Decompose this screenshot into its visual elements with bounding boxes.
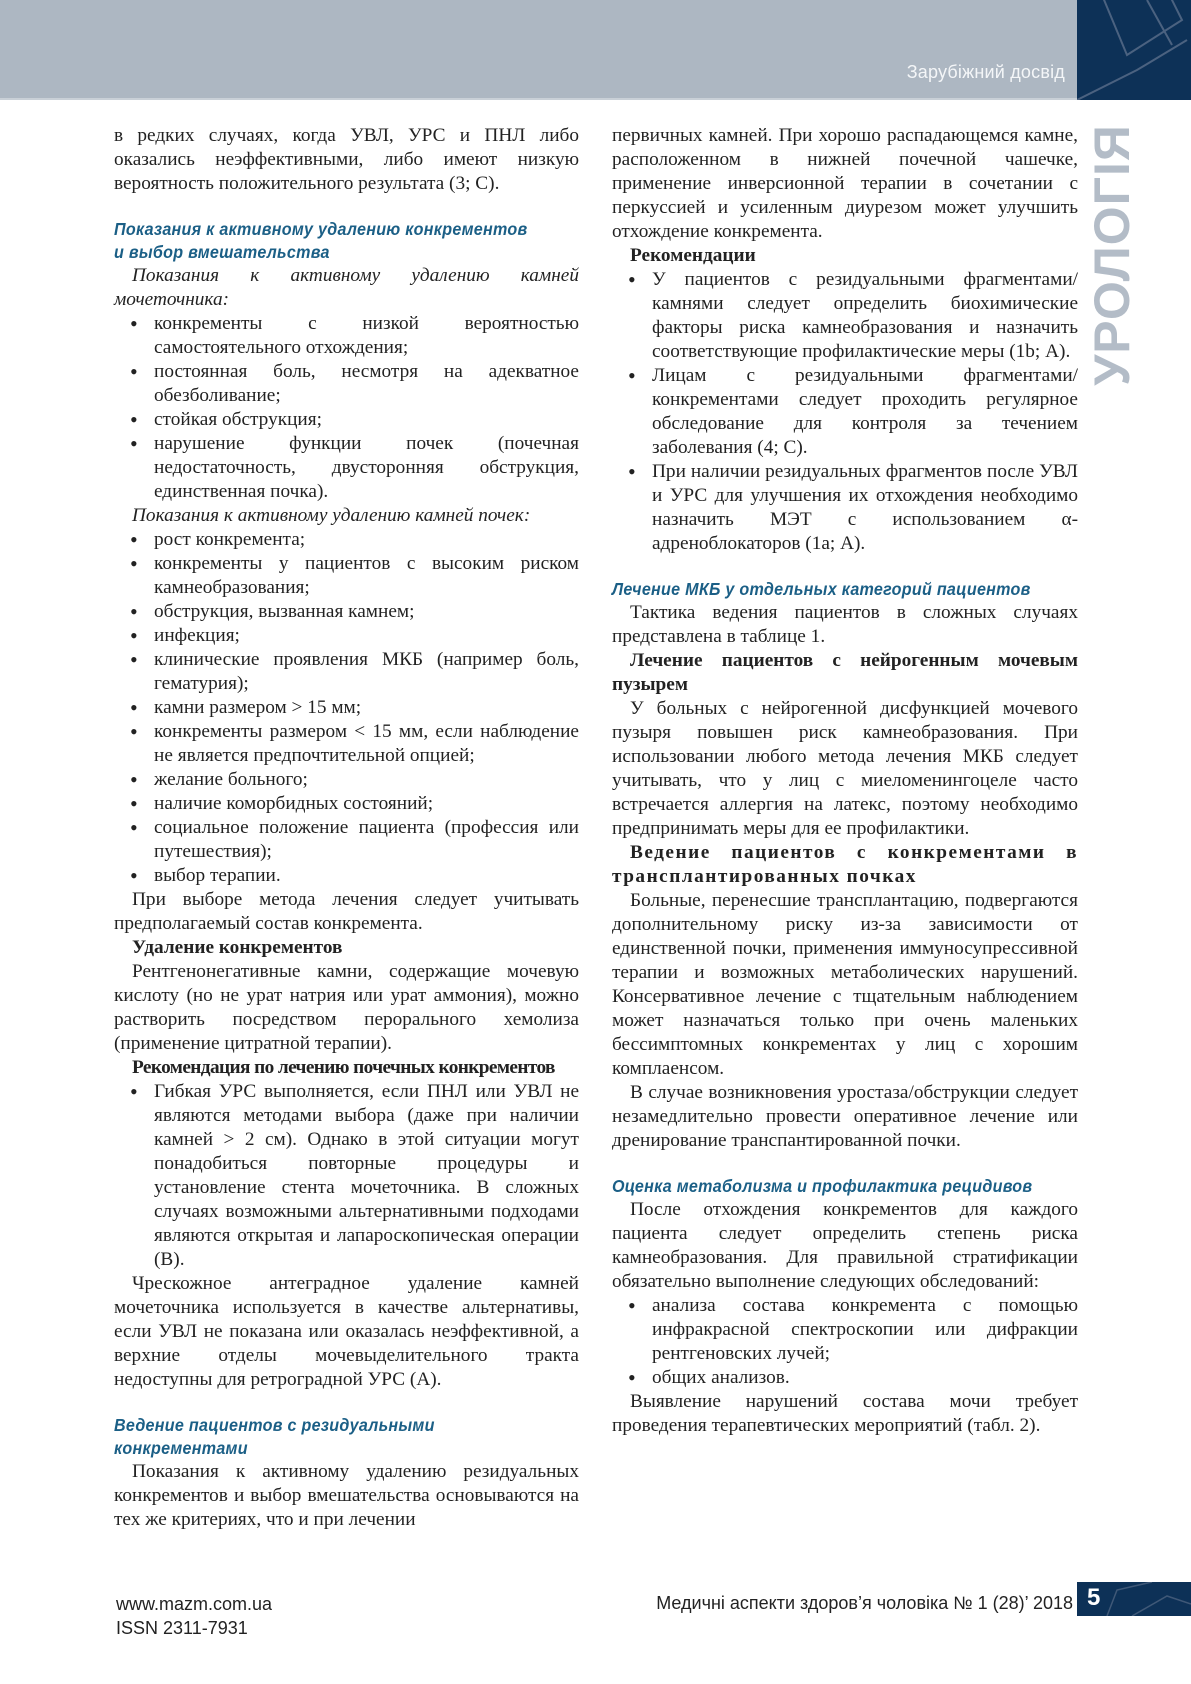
list-item: • конкременты размером < 15 мм, если наблюдение не является предпочтительной опцией; [114,720,579,768]
neurogenic-paragraph: У больных с нейрогенной дисфункцией мочевого пузыря повышен риск камнеобразования. При использовании любого метода лечения МКБ следует учитывать, что у лиц с миеломенингоцеле часто встречается аллергия на латекс, поэтому необходимо предпринимать меры для ее профилактики. [612,698,1078,839]
list-item: • стойкая обструкция; [114,408,579,432]
website-link[interactable]: www.mazm.com.ua [116,1594,273,1614]
list-item: • инфекция; [114,624,579,648]
section-heading-indications: Показания к активному удалению конкрементов и выбор вмешательства [114,219,528,262]
special-intro-paragraph: Тактика ведения пациентов в сложных случаях представлена в таблице 1. [612,602,1078,647]
list-item: • выбор терапии. [114,864,579,888]
recommendation-subheading: Рекомендация по лечению почечных конкрементов [132,1057,555,1078]
list-item: • желание больного; [114,768,579,792]
page-number: 5 [1087,1584,1101,1611]
list-item: • конкременты с низкой вероятностью самостоятельного отхождения; [114,312,579,360]
list-item: • Гибкая УРС выполняется, если ПНЛ или УВЛ не являются методами выбора (даже при наличии камней > 2 см). Однако в этой ситуации могут понадобиться повторные процедуры и установление стента мочеточника. В сложных случаях возможными альтернативными подходами являются открытая и лапароскопическая операции (В). [114,1080,579,1272]
section-heading-special-categories: Лечение МКБ у отдельных категорий пациентов [612,579,1031,599]
list-item: • социальное положение пациента (профессия или путешествия); [114,816,579,864]
recommendations-list [612,268,1078,556]
neurogenic-subheading: Лечение пациентов с нейрогенным мочевым пузырем [612,650,1078,695]
ureter-indications-list [114,312,579,504]
closing-paragraph: Выявление нарушений состава мочи требует проведения терапевтических мероприятий (табл. 2). [612,1391,1078,1436]
geometric-lines-icon [1077,0,1191,100]
removal-subheading: Удаление конкрементов [132,937,343,958]
list-item: • клинические проявления МКБ (например боль, гематурия); [114,648,579,696]
percutaneous-paragraph: Чрескожное антеградное удаление камней мочеточника используется в качестве альтернативы, если УВЛ не показана или оказалась неэффективной, а верхние отделы мочевыделительного тракта недоступны для ретроградной УРС (А). [114,1273,579,1390]
section-heading-residual: Ведение пациентов с резидуальными конкрементами [114,1415,435,1458]
page-number-block [1077,1582,1191,1616]
list-item: • При наличии резидуальных фрагментов после УВЛ и УРС для улучшения их отхождения необходимо назначить МЭТ с использованием α-адреноблокаторов (1a; А). [612,460,1078,556]
list-item: • анализа состава конкремента с помощью инфракрасной спектроскопии или дифракции рентгеновских лучей; [612,1294,1078,1366]
list-item: • нарушение функции почек (почечная недостаточность, двусторонняя обструкция, единственная почка). [114,432,579,504]
continuation-paragraph: первичных камней. При хорошо распадающемся камне, расположенном в нижней почечной чашечке, применение инверсионной терапии в сочетании с перкуссией и усиленным диурезом может улучшить отхождение конкремента. [612,125,1078,242]
removal-paragraph: Рентгенонегативные камни, содержащие мочевую кислоту (но не урат натрия или урат аммония), можно растворить посредством перорального хемолиза (применение цитратной терапии). [114,961,579,1054]
metabolism-intro-paragraph: После отхождения конкрементов для каждого пациента следует определить степень риска камнеобразования. Для правильной стратификации обязательно выполнение следующих обследований: [612,1199,1078,1292]
right-column [612,124,1078,1438]
side-title-text: УРОЛОГІЯ [1084,124,1140,386]
kidney-lead: Показания к активному удалению камней почек: [132,505,531,526]
list-item: • общих анализов. [612,1366,1078,1390]
kidney-indications-list [114,528,579,888]
header-band [0,0,1077,100]
recommendations-subheading: Рекомендации [630,245,756,266]
list-item: • обструкция, вызванная камнем; [114,600,579,624]
recommendation-list [114,1080,579,1272]
header-rule [0,98,1077,100]
side-title [1084,120,1140,390]
residual-paragraph: Показания к активному удалению резидуальных конкрементов и выбор вмешательства основываются на тех же критериях, что и при лечении [114,1461,579,1530]
section-label: Зарубіжний досвід [906,62,1065,82]
list-item: • постоянная боль, несмотря на адекватное обезболивание; [114,360,579,408]
list-item: • наличие коморбидных состояний; [114,792,579,816]
examinations-list [612,1294,1078,1390]
list-item: • рост конкремента; [114,528,579,552]
intro-paragraph: в редких случаях, когда УВЛ, УРС и ПНЛ либо оказались неэффективными, либо имеют низкую вероятность положительного результата (3; С). [114,125,579,194]
issn-label: ISSN 2311-7931 [116,1618,248,1638]
corner-decoration [1077,0,1191,100]
footer-left [116,1592,272,1640]
list-item: • камни размером > 15 мм; [114,696,579,720]
left-column [114,124,579,1532]
section-heading-metabolism: Оценка метаболизма и профилактика рецидивов [612,1176,1033,1196]
urostasis-paragraph: В случае возникновения уростаза/обструкции следует незамедлительно провести оперативное лечение или дренирование транспантированной почки. [612,1082,1078,1151]
transplant-paragraph: Больные, перенесшие трансплантацию, подвергаются дополнительному риску из-за зависимости от единственной почки, применения иммуносупрессивной терапии и возможных метаболических нарушений. Консервативное лечение с тщательным наблюдением может назначаться только при очень маленьких бессимптомных конкрементах у лиц с хорошим комплаенсом. [612,890,1078,1079]
journal-title: Медичні аспекти здоров’я чоловіка № 1 (28)’ 2018 [656,1593,1073,1613]
choice-paragraph: При выборе метода лечения следует учитывать предполагаемый состав конкремента. [114,889,579,934]
transplant-subheading: Ведение пациентов с конкрементами в трансплантированных почках [612,842,1078,887]
list-item: • Лицам с резидуальными фрагментами/конкрементами следует проходить регулярное обследование для контроля за течением заболевания (4; С). [612,364,1078,460]
ureter-lead: Показания к активному удалению камней мочеточника: [114,265,579,310]
list-item: • У пациентов с резидуальными фрагментами/камнями следует определить биохимические факторы риска камнеобразования и назначить соответствующие профилактические меры (1b; А). [612,268,1078,364]
list-item: • конкременты у пациентов с высоким риском камнеобразования; [114,552,579,600]
